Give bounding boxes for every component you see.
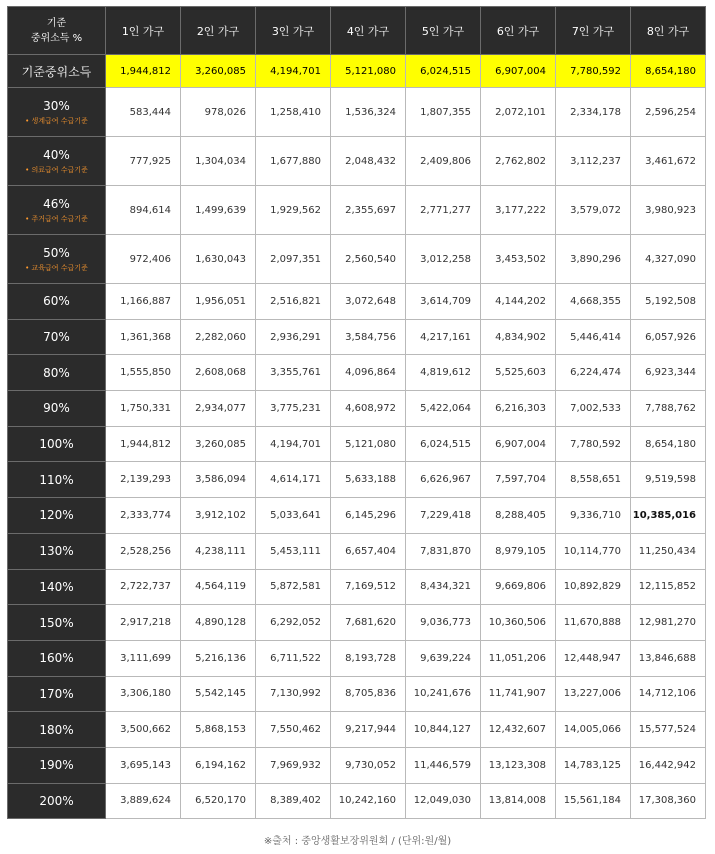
table-cell: 9,217,944 [331,712,406,748]
table-cell: 7,169,512 [331,569,406,605]
table-cell: 3,260,085 [181,55,256,88]
table-cell: 3,500,662 [106,712,181,748]
table-cell: 972,406 [106,235,181,284]
table-cell: 6,657,404 [331,533,406,569]
table-cell: 3,579,072 [556,186,631,235]
table-cell: 1,499,639 [181,186,256,235]
table-cell: 3,586,094 [181,462,256,498]
table-cell: 2,722,737 [106,569,181,605]
percent-label: 190% [39,758,74,773]
table-cell: 7,130,992 [256,676,331,712]
table-cell: 1,536,324 [331,88,406,137]
table-row [8,235,706,284]
table-cell: 6,024,515 [406,426,481,462]
percent-label: 180% [39,722,74,737]
row-label [8,284,106,320]
row-label [8,235,106,284]
table-cell: 7,788,762 [631,391,706,427]
table-cell: 13,814,008 [481,783,556,819]
table-cell: 6,145,296 [331,498,406,534]
benefit-criteria-note: • 교육급여 수급기준 [25,263,88,272]
row-label [8,186,106,235]
row-label [8,676,106,712]
table-cell: 7,780,592 [556,426,631,462]
table-cell: 7,831,870 [406,533,481,569]
table-cell: 7,002,533 [556,391,631,427]
row-label [8,640,106,676]
percent-label: 70% [43,330,70,345]
table-cell: 1,361,368 [106,319,181,355]
table-cell: 583,444 [106,88,181,137]
table-row [8,426,706,462]
table-cell: 8,654,180 [631,426,706,462]
table-cell: 10,114,770 [556,533,631,569]
table-cell: 15,561,184 [556,783,631,819]
table-row [8,605,706,641]
table-cell: 4,890,128 [181,605,256,641]
column-header: 5인 가구 [406,7,481,55]
table-cell: 4,194,701 [256,55,331,88]
table-cell: 17,308,360 [631,783,706,819]
table-cell: 3,355,761 [256,355,331,391]
table-cell: 7,597,704 [481,462,556,498]
table-cell: 1,750,331 [106,391,181,427]
table-cell: 5,192,508 [631,284,706,320]
table-cell: 14,712,106 [631,676,706,712]
table-cell: 6,292,052 [256,605,331,641]
table-cell: 1,807,355 [406,88,481,137]
table-cell: 12,448,947 [556,640,631,676]
table-cell: 9,669,806 [481,569,556,605]
column-header: 6인 가구 [481,7,556,55]
column-header: 4인 가구 [331,7,406,55]
table-cell: 13,227,006 [556,676,631,712]
table-cell: 2,596,254 [631,88,706,137]
table-cell: 1,630,043 [181,235,256,284]
table-cell: 8,288,405 [481,498,556,534]
table-cell: 3,177,222 [481,186,556,235]
table-cell: 3,584,756 [331,319,406,355]
table-cell: 12,115,852 [631,569,706,605]
table-cell: 2,608,068 [181,355,256,391]
table-cell: 5,868,153 [181,712,256,748]
row-label [8,462,106,498]
benefit-criteria-note: • 생계급여 수급기준 [25,116,88,125]
table-cell: 5,121,080 [331,55,406,88]
table-cell: 16,442,942 [631,747,706,783]
table-cell: 5,446,414 [556,319,631,355]
table-cell: 6,024,515 [406,55,481,88]
row-label [8,355,106,391]
percent-label: 80% [43,365,70,380]
row-label: 기준중위소득 [8,55,106,88]
table-cell: 3,695,143 [106,747,181,783]
table-cell: 6,907,004 [481,55,556,88]
table-cell: 2,334,178 [556,88,631,137]
table-cell: 6,923,344 [631,355,706,391]
table-cell: 5,872,581 [256,569,331,605]
table-cell: 4,608,972 [331,391,406,427]
table-cell: 4,614,171 [256,462,331,498]
table-cell: 3,306,180 [106,676,181,712]
table-cell: 12,981,270 [631,605,706,641]
row-label [8,391,106,427]
table-cell: 13,846,688 [631,640,706,676]
table-cell: 6,224,474 [556,355,631,391]
column-header: 7인 가구 [556,7,631,55]
table-cell: 11,250,434 [631,533,706,569]
table-row [8,640,706,676]
table-row [8,533,706,569]
source-footnote: ※출처 : 중앙생활보장위원회 / (단위:원/월) [263,836,452,847]
table-cell: 8,558,651 [556,462,631,498]
table-cell: 9,730,052 [331,747,406,783]
table-cell: 4,096,864 [331,355,406,391]
table-cell: 2,355,697 [331,186,406,235]
table-cell: 1,929,562 [256,186,331,235]
table-cell: 4,144,202 [481,284,556,320]
table-row [8,783,706,819]
table-cell: 4,564,119 [181,569,256,605]
table-cell: 6,057,926 [631,319,706,355]
table-cell: 2,917,218 [106,605,181,641]
table-cell: 4,327,090 [631,235,706,284]
table-cell: 4,819,612 [406,355,481,391]
table-cell: 3,890,296 [556,235,631,284]
table-cell: 5,216,136 [181,640,256,676]
percent-label: 140% [39,579,74,594]
table-cell: 4,194,701 [256,426,331,462]
corner-line-1: 기준 [46,17,67,29]
table-cell: 4,668,355 [556,284,631,320]
column-header: 1인 가구 [106,7,181,55]
table-row [8,498,706,534]
table-cell: 2,936,291 [256,319,331,355]
table-cell: 7,681,620 [331,605,406,641]
table-row [8,391,706,427]
table-row [8,137,706,186]
table-cell: 9,336,710 [556,498,631,534]
table-cell: 14,783,125 [556,747,631,783]
table-cell: 3,889,624 [106,783,181,819]
row-label [8,712,106,748]
table-cell: 4,217,161 [406,319,481,355]
percent-label: 110% [39,472,74,487]
column-header: 2인 가구 [181,7,256,55]
percent-label: 120% [39,508,74,523]
benefit-criteria-note: • 주거급여 수급기준 [25,214,88,223]
table-cell: 11,670,888 [556,605,631,641]
row-label [8,569,106,605]
table-cell: 8,979,105 [481,533,556,569]
table-cell: 3,980,923 [631,186,706,235]
table-row [8,747,706,783]
table-cell: 3,012,258 [406,235,481,284]
percent-label: 200% [39,793,74,808]
table-cell: 3,461,672 [631,137,706,186]
table-cell: 6,194,162 [181,747,256,783]
table-cell: 5,525,603 [481,355,556,391]
table-cell: 14,005,066 [556,712,631,748]
corner-header [8,7,106,55]
row-label [8,137,106,186]
percent-label: 30% [43,98,70,113]
base-income-row [8,55,706,88]
table-cell: 11,741,907 [481,676,556,712]
table-cell: 10,242,160 [331,783,406,819]
table-cell: 1,304,034 [181,137,256,186]
table-cell: 6,711,522 [256,640,331,676]
table-cell: 1,258,410 [256,88,331,137]
table-cell: 4,238,111 [181,533,256,569]
table-cell: 7,550,462 [256,712,331,748]
table-row [8,355,706,391]
column-header: 3인 가구 [256,7,331,55]
table-cell: 1,677,880 [256,137,331,186]
table-cell: 7,969,932 [256,747,331,783]
table-cell: 2,762,802 [481,137,556,186]
percent-label: 160% [39,651,74,666]
table-cell: 10,385,016 [631,498,706,534]
table-cell: 3,112,237 [556,137,631,186]
table-cell: 3,260,085 [181,426,256,462]
table-cell: 2,528,256 [106,533,181,569]
table-cell: 8,654,180 [631,55,706,88]
corner-line-2: 중위소득 % [30,32,83,44]
table-cell: 1,956,051 [181,284,256,320]
table-cell: 7,229,418 [406,498,481,534]
table-body [8,55,706,819]
table-row [8,462,706,498]
row-label [8,426,106,462]
table-cell: 2,409,806 [406,137,481,186]
table-cell: 9,639,224 [406,640,481,676]
table-cell: 10,844,127 [406,712,481,748]
table-cell: 2,771,277 [406,186,481,235]
table-cell: 1,944,812 [106,426,181,462]
percent-label: 90% [43,401,70,416]
table-cell: 3,072,648 [331,284,406,320]
row-label [8,533,106,569]
row-label [8,747,106,783]
table-cell: 8,193,728 [331,640,406,676]
table-cell: 6,626,967 [406,462,481,498]
table-cell: 6,520,170 [181,783,256,819]
table-cell: 10,892,829 [556,569,631,605]
table-cell: 5,422,064 [406,391,481,427]
table-cell: 3,912,102 [181,498,256,534]
table-cell: 9,519,598 [631,462,706,498]
table-cell: 2,097,351 [256,235,331,284]
table-cell: 2,048,432 [331,137,406,186]
table-cell: 12,432,607 [481,712,556,748]
table-cell: 10,241,676 [406,676,481,712]
table-cell: 894,614 [106,186,181,235]
table-row [8,676,706,712]
median-income-table [7,6,706,819]
table-cell: 3,614,709 [406,284,481,320]
table-cell: 11,051,206 [481,640,556,676]
table-cell: 2,333,774 [106,498,181,534]
table-row [8,284,706,320]
table-cell: 6,907,004 [481,426,556,462]
table-cell: 2,934,077 [181,391,256,427]
table-cell: 1,944,812 [106,55,181,88]
row-label [8,605,106,641]
table-cell: 1,555,850 [106,355,181,391]
row-label [8,88,106,137]
table-cell: 8,389,402 [256,783,331,819]
table-cell: 15,577,524 [631,712,706,748]
table-cell: 978,026 [181,88,256,137]
percent-label: 130% [39,544,74,559]
table-cell: 2,560,540 [331,235,406,284]
percent-label: 50% [43,245,70,260]
table-cell: 6,216,303 [481,391,556,427]
header-row [8,7,706,55]
table-cell: 2,282,060 [181,319,256,355]
row-label [8,319,106,355]
table-cell: 8,434,321 [406,569,481,605]
row-label [8,498,106,534]
percent-label: 46% [43,196,70,211]
benefit-criteria-note: • 의료급여 수급기준 [25,165,88,174]
percent-label: 170% [39,686,74,701]
table-cell: 5,633,188 [331,462,406,498]
table-cell: 2,516,821 [256,284,331,320]
table-cell: 5,542,145 [181,676,256,712]
table-cell: 3,775,231 [256,391,331,427]
percent-label: 100% [39,437,74,452]
table-row [8,712,706,748]
percent-label: 40% [43,147,70,162]
table-cell: 7,780,592 [556,55,631,88]
table-cell: 777,925 [106,137,181,186]
table-row [8,186,706,235]
table-cell: 3,453,502 [481,235,556,284]
table-cell: 13,123,308 [481,747,556,783]
column-header: 8인 가구 [631,7,706,55]
table-cell: 8,705,836 [331,676,406,712]
table-cell: 2,139,293 [106,462,181,498]
table-cell: 11,446,579 [406,747,481,783]
table-cell: 3,111,699 [106,640,181,676]
table-cell: 5,453,111 [256,533,331,569]
table-cell: 1,166,887 [106,284,181,320]
table-cell: 5,033,641 [256,498,331,534]
row-label [8,783,106,819]
table-cell: 10,360,506 [481,605,556,641]
table-row [8,319,706,355]
table-row [8,569,706,605]
table-cell: 12,049,030 [406,783,481,819]
table-row [8,88,706,137]
table-cell: 9,036,773 [406,605,481,641]
table-cell: 4,834,902 [481,319,556,355]
percent-label: 150% [39,615,74,630]
percent-label: 60% [43,294,70,309]
table-cell: 2,072,101 [481,88,556,137]
table-cell: 5,121,080 [331,426,406,462]
